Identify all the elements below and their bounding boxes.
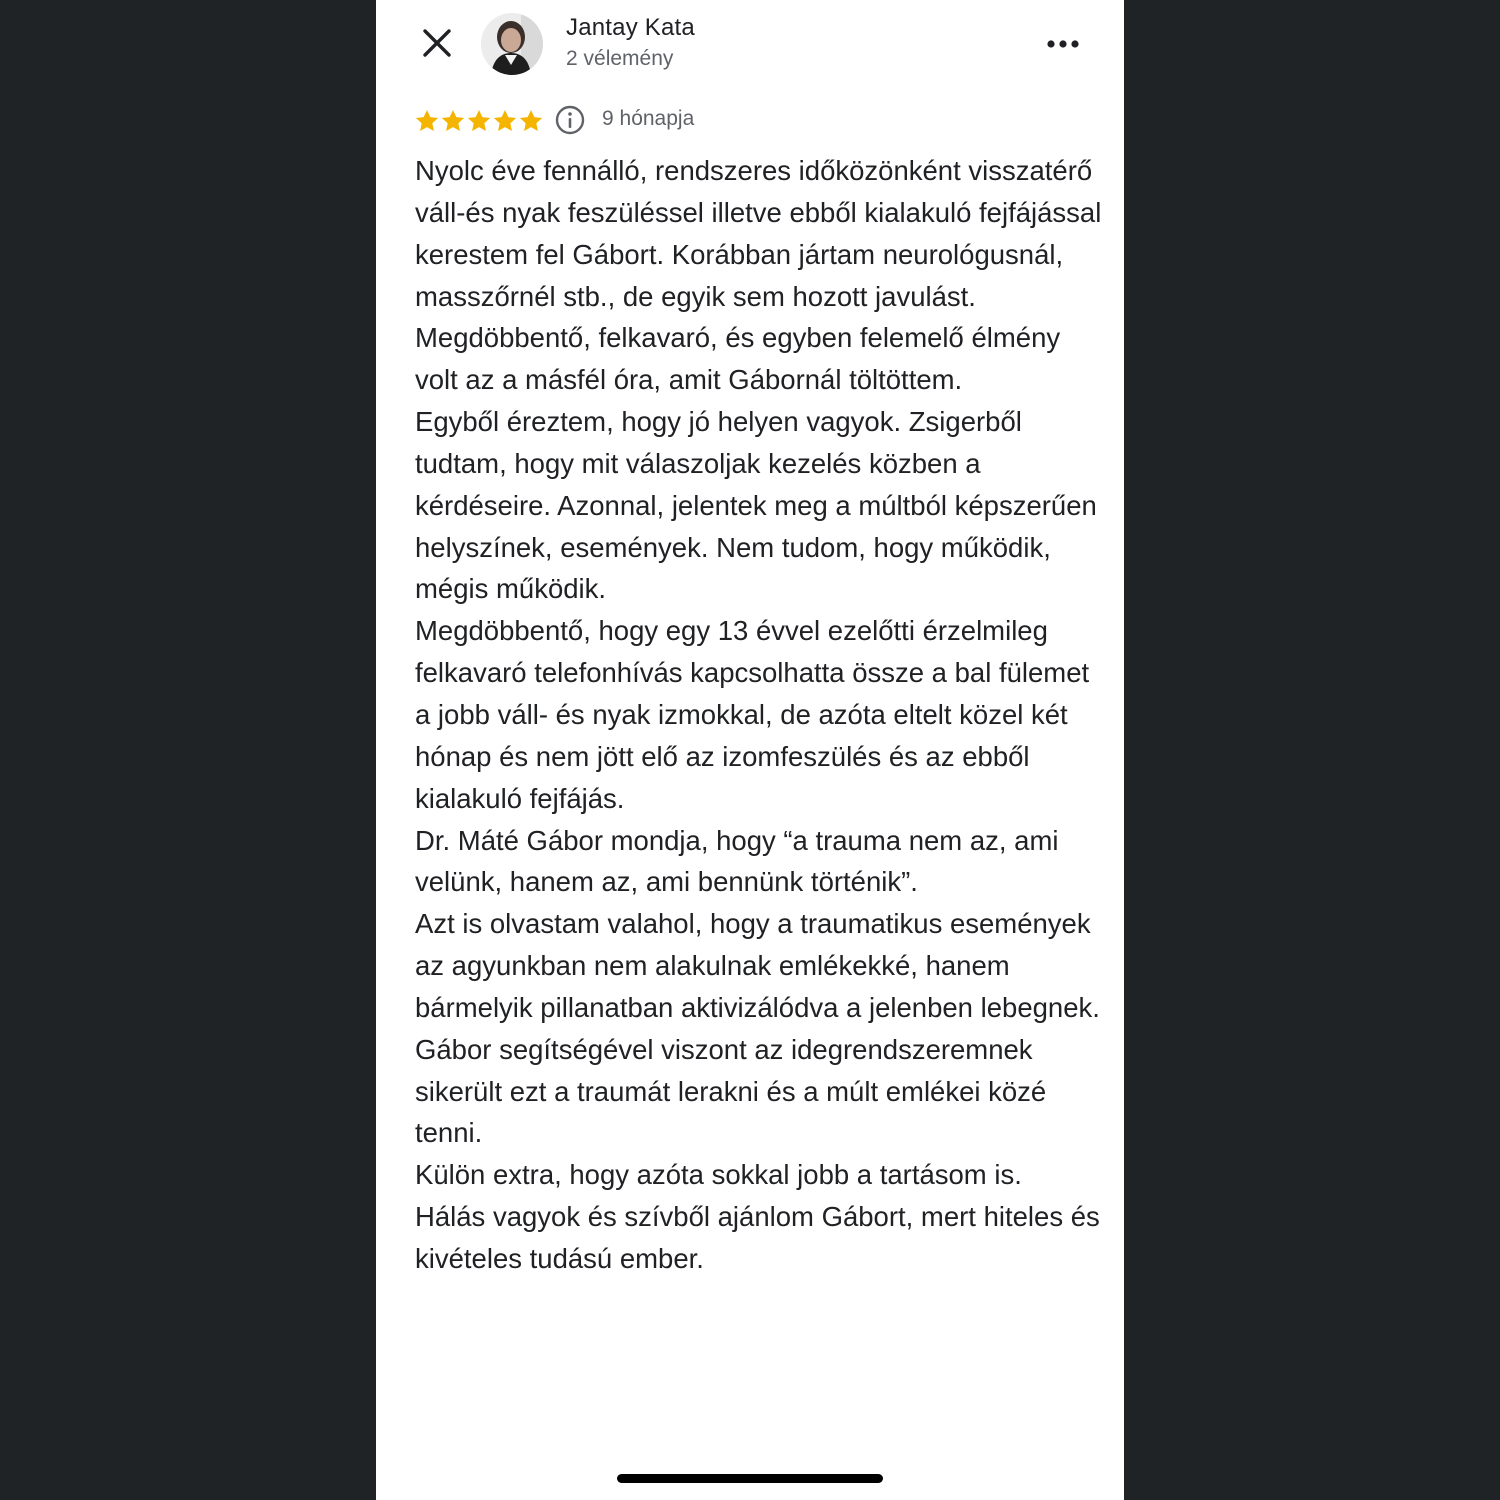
star-icon xyxy=(518,108,544,134)
close-icon xyxy=(418,24,456,62)
reviewer-avatar[interactable] xyxy=(481,13,543,75)
avatar-image xyxy=(481,13,543,75)
close-button[interactable] xyxy=(418,24,456,62)
more-options-button[interactable] xyxy=(1040,24,1086,64)
info-icon xyxy=(554,104,586,136)
reviewer-name[interactable]: Jantay Kata xyxy=(566,14,695,41)
info-button[interactable] xyxy=(554,104,586,136)
review-count: 2 vélemény xyxy=(566,47,674,70)
review-date: 9 hónapja xyxy=(602,107,695,130)
star-icon xyxy=(440,108,466,134)
star-rating xyxy=(414,104,544,138)
star-icon xyxy=(466,108,492,134)
star-icon xyxy=(492,108,518,134)
review-text: Nyolc éve fennálló, rendszeres időközönként visszatérő váll-és nyak feszüléssel illetve ebből kialakuló fejfájással kerestem fel Gábort. Korábban jártam neurológusnál, masszőrnél stb., de egyik sem hozott javulást. Megdöbbentő, felkavaró, és egyben felemelő élmény volt az a másfél óra, amit Gábornál töltöttem. Egyből éreztem, hogy jó helyen vagyok. Zsigerből tudtam, hogy mit válaszoljak kezelés közben a kérdéseire. Azonnal, jelentek meg a múltból képszerűen helyszínek, események. Nem tudom, hogy működik, mégis működik. Megdöbbentő, hogy egy 13 évvel ezelőtti érzelmileg felkavaró telefonhívás kapcsolhatta össze a bal fülemet a jobb váll- és nyak izmokkal, de azóta eltelt közel két hónap és nem jött elő az izomfeszülés és az ebből kialakuló fejfájás. Dr. Máté Gábor mondja, hogy “a trauma nem az, ami velünk, hanem az, ami bennünk történik”. Azt is olvastam valahol, hogy a traumatikus események az agyunkban nem alakulnak emlékekké, hanem bármelyik pillanatban aktivizálódva a jelenben lebegnek. Gábor segítségével viszont az idegrendszeremnek sikerült ezt a traumát lerakni és a múlt emlékei közé tenni. Külön extra, hogy azóta sokkal jobb a tartásom is. Hálás vagyok és szívből ajánlom Gábort, mert hiteles és kivételes tudású ember. xyxy=(415,155,1102,1274)
home-indicator[interactable] xyxy=(617,1474,883,1483)
more-horizontal-icon xyxy=(1040,24,1086,64)
star-icon xyxy=(414,108,440,134)
